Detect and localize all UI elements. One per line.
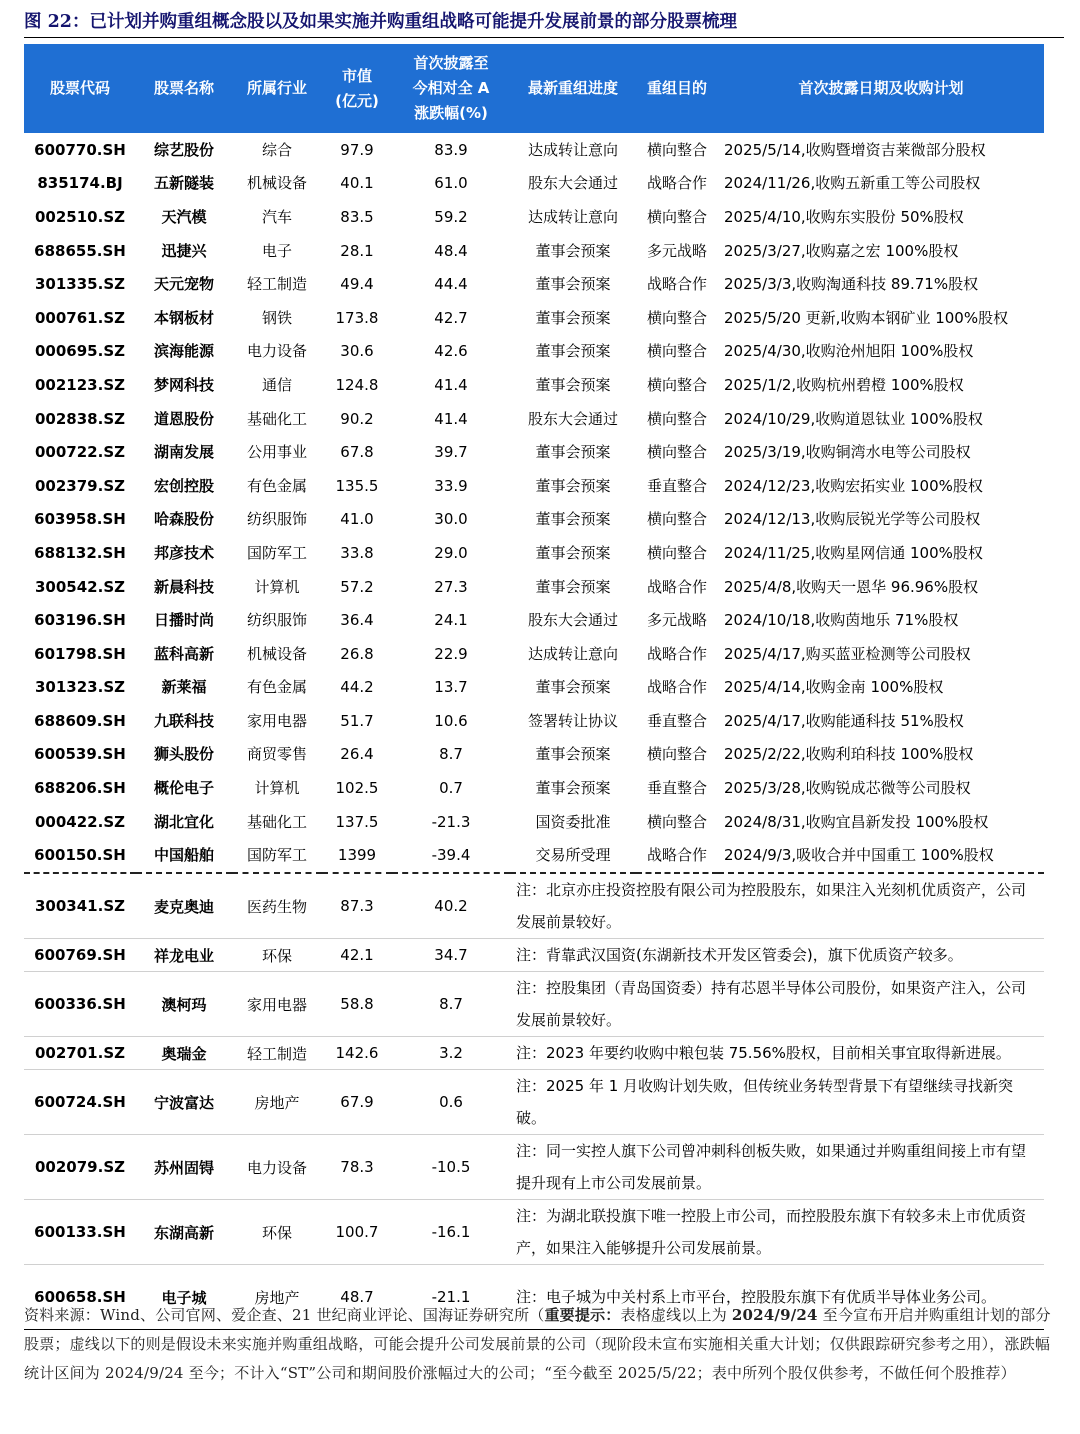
stock-name: 迅捷兴 xyxy=(161,241,207,260)
restructuring-purpose: 横向整合 xyxy=(646,745,707,764)
stock-name: 宏创控股 xyxy=(153,476,214,495)
disclosure-plan: 2025/2/22,收购利珀科技 100%股权 xyxy=(724,745,974,764)
disclosure-plan: 2024/10/29,收购道恩钛业 100%股权 xyxy=(724,409,983,428)
market-cap: 51.7 xyxy=(340,711,374,730)
stock-code: 000695.SZ xyxy=(35,342,125,361)
relative-change: 30.0 xyxy=(434,510,468,529)
market-cap: 44.2 xyxy=(340,678,374,697)
restructuring-purpose: 战略合作 xyxy=(646,678,707,697)
stock-name: 祥龙电业 xyxy=(136,939,232,972)
disclosure-plan: 2024/9/3,吸收合并中国重工 100%股权 xyxy=(718,838,1044,873)
stock-name: 邦彦技术 xyxy=(153,543,214,562)
table-row xyxy=(24,133,1044,167)
table-row xyxy=(24,469,1044,503)
stock-code: 600539.SH xyxy=(34,745,126,764)
restructuring-progress: 董事会预案 xyxy=(535,543,611,562)
restructuring-purpose: 横向整合 xyxy=(646,510,707,529)
disclosure-plan: 2024/10/18,收购茵地乐 71%股权 xyxy=(724,611,959,630)
industry: 电力设备 xyxy=(246,342,307,361)
table-row xyxy=(24,704,1044,738)
disclosure-plan: 2024/11/25,收购星网信通 100%股权 xyxy=(724,543,983,562)
column-header: 最新重组进度 xyxy=(510,44,636,133)
table-row xyxy=(24,603,1044,637)
industry: 房地产 xyxy=(232,1265,322,1330)
restructuring-purpose: 多元战略 xyxy=(646,241,707,260)
stock-code: 300341.SZ xyxy=(24,873,136,939)
industry: 钢铁 xyxy=(261,308,292,327)
table-row xyxy=(24,838,1044,873)
stock-name: 本钢板材 xyxy=(153,308,214,327)
relative-change: 13.7 xyxy=(434,678,468,697)
industry: 计算机 xyxy=(254,779,300,798)
market-cap: 1399 xyxy=(322,838,392,873)
important-label: 重要提示： xyxy=(544,1306,621,1324)
market-cap: 97.9 xyxy=(340,140,374,159)
stock-name: 中国船舶 xyxy=(136,838,232,873)
market-cap: 100.7 xyxy=(322,1200,392,1265)
stock-code: 688609.SH xyxy=(34,711,126,730)
stock-code: 002838.SZ xyxy=(35,409,125,428)
disclosure-plan: 2025/4/30,收购沧州旭阳 100%股权 xyxy=(724,342,974,361)
disclosure-plan: 2025/4/17,购买蓝亚检测等公司股权 xyxy=(724,644,971,663)
relative-change: 8.7 xyxy=(392,972,510,1037)
market-cap: 30.6 xyxy=(340,342,374,361)
stock-name: 蓝科高新 xyxy=(153,644,214,663)
market-cap: 124.8 xyxy=(335,375,379,394)
disclosure-plan: 2025/4/14,收购金南 100%股权 xyxy=(724,678,944,697)
stock-code: 688655.SH xyxy=(34,241,126,260)
industry: 电子 xyxy=(261,241,292,260)
table-header-row xyxy=(24,44,1044,133)
table-row xyxy=(24,402,1044,436)
market-cap: 102.5 xyxy=(335,779,379,798)
relative-change: 33.9 xyxy=(434,476,468,495)
row-note: 注：为湖北联投旗下唯一控股上市公司，而控股股东旗下有较多未上市优质资产，如果注入能够提升公司发展前景。 xyxy=(510,1200,1044,1265)
disclosure-plan: 2024/11/26,收购五新重工等公司股权 xyxy=(724,174,981,193)
market-cap: 49.4 xyxy=(340,275,374,294)
row-note: 注：背靠武汉国资(东湖新技术开发区管委会)，旗下优质资产较多。 xyxy=(510,939,1044,972)
industry: 机械设备 xyxy=(246,644,307,663)
row-note: 注：控股集团（青岛国资委）持有芯恩半导体公司股份，如果资产注入，公司发展前景较好。 xyxy=(510,972,1044,1037)
stock-code: 002379.SZ xyxy=(35,476,125,495)
disclosure-plan: 2024/8/31,收购宜昌新发投 100%股权 xyxy=(724,812,989,831)
restructuring-purpose: 战略合作 xyxy=(646,275,707,294)
industry: 国防军工 xyxy=(246,543,307,562)
row-note: 注：北京亦庄投资控股有限公司为控股股东，如果注入光刻机优质资产，公司发展前景较好。 xyxy=(510,873,1044,939)
column-header: 股票名称 xyxy=(136,44,232,133)
table-row xyxy=(24,335,1044,369)
market-cap: 78.3 xyxy=(322,1135,392,1200)
disclosure-plan: 2024/12/13,收购辰锐光学等公司股权 xyxy=(724,510,981,529)
market-cap: 135.5 xyxy=(335,476,379,495)
restructuring-progress: 董事会预案 xyxy=(535,678,611,697)
restructuring-purpose: 横向整合 xyxy=(646,207,707,226)
relative-change: 0.6 xyxy=(392,1070,510,1135)
stock-name: 概伦电子 xyxy=(153,779,214,798)
restructuring-purpose: 战略合作 xyxy=(646,174,707,193)
market-cap: 48.7 xyxy=(322,1265,392,1330)
stock-code: 835174.BJ xyxy=(37,174,123,193)
table-row xyxy=(24,805,1044,839)
disclosure-plan: 2025/4/10,收购东实股份 50%股权 xyxy=(724,207,964,226)
restructuring-purpose: 横向整合 xyxy=(646,342,707,361)
restructuring-progress: 董事会预案 xyxy=(535,443,611,462)
relative-change: 59.2 xyxy=(434,207,468,226)
row-note: 注：2025 年 1 月收购计划失败，但传统业务转型背景下有望继续寻找新突破。 xyxy=(510,1070,1044,1135)
stock-code: 600770.SH xyxy=(34,140,126,159)
relative-change: 41.4 xyxy=(434,375,468,394)
industry: 电力设备 xyxy=(232,1135,322,1200)
market-cap: 87.3 xyxy=(322,873,392,939)
stock-code: 301323.SZ xyxy=(35,678,125,697)
table-row xyxy=(24,1200,1044,1265)
market-cap: 26.4 xyxy=(340,745,374,764)
restructuring-progress: 股东大会通过 xyxy=(527,174,618,193)
restructuring-progress: 董事会预案 xyxy=(535,308,611,327)
restructuring-progress: 董事会预案 xyxy=(535,375,611,394)
relative-change: 39.7 xyxy=(434,443,468,462)
restructuring-progress: 董事会预案 xyxy=(535,745,611,764)
market-cap: 67.9 xyxy=(322,1070,392,1135)
stock-name: 电子城 xyxy=(136,1265,232,1330)
restructuring-progress: 董事会预案 xyxy=(535,779,611,798)
relative-change: -21.3 xyxy=(431,812,471,831)
industry: 房地产 xyxy=(232,1070,322,1135)
stock-code: 000722.SZ xyxy=(35,443,125,462)
disclosure-plan: 2025/1/2,收购杭州碧橙 100%股权 xyxy=(724,375,964,394)
stock-code: 000761.SZ xyxy=(35,308,125,327)
stock-name: 九联科技 xyxy=(153,711,214,730)
relative-change: 22.9 xyxy=(434,644,468,663)
column-header: 首次披露日期及收购计划 xyxy=(718,44,1044,133)
stock-code: 000422.SZ xyxy=(35,812,125,831)
market-cap: 40.1 xyxy=(340,174,374,193)
table-row xyxy=(24,368,1044,402)
stock-code: 600150.SH xyxy=(24,838,136,873)
stock-name: 湖北宜化 xyxy=(153,812,214,831)
restructuring-progress: 股东大会通过 xyxy=(527,409,618,428)
stock-name: 苏州固锝 xyxy=(136,1135,232,1200)
industry: 基础化工 xyxy=(246,409,307,428)
relative-change: 83.9 xyxy=(434,140,468,159)
table-row xyxy=(24,1070,1044,1135)
stock-code: 300542.SZ xyxy=(35,577,125,596)
stock-name: 澳柯玛 xyxy=(136,972,232,1037)
stock-name: 湖南发展 xyxy=(153,443,214,462)
market-cap: 41.0 xyxy=(340,510,374,529)
column-header: 股票代码 xyxy=(24,44,136,133)
column-header: 重组目的 xyxy=(636,44,718,133)
stock-name: 东湖高新 xyxy=(136,1200,232,1265)
relative-change: 3.2 xyxy=(392,1037,510,1070)
stock-code: 002510.SZ xyxy=(35,207,125,226)
stock-name: 狮头股份 xyxy=(153,745,214,764)
relative-change: -10.5 xyxy=(392,1135,510,1200)
stock-code: 600724.SH xyxy=(24,1070,136,1135)
disclosure-plan: 2025/4/8,收购天一恩华 96.96%股权 xyxy=(724,577,979,596)
restructuring-progress: 交易所受理 xyxy=(510,838,636,873)
stock-table xyxy=(24,44,1044,1330)
table-row xyxy=(24,939,1044,972)
restructuring-progress: 签署转让协议 xyxy=(527,711,618,730)
stock-code: 301335.SZ xyxy=(35,275,125,294)
restructuring-progress: 董事会预案 xyxy=(535,241,611,260)
table-row xyxy=(24,1135,1044,1200)
table-row xyxy=(24,536,1044,570)
stock-code: 002079.SZ xyxy=(24,1135,136,1200)
disclosure-plan: 2025/5/20 更新,收购本钢矿业 100%股权 xyxy=(724,308,1009,327)
restructuring-purpose: 横向整合 xyxy=(646,443,707,462)
row-note: 注：电子城为中关村系上市平台，控股股东旗下有优质半导体业务公司。 xyxy=(510,1265,1044,1330)
stock-code: 688132.SH xyxy=(34,543,126,562)
industry: 公用事业 xyxy=(246,443,307,462)
restructuring-progress: 达成转让意向 xyxy=(527,207,618,226)
restructuring-purpose: 横向整合 xyxy=(646,375,707,394)
stock-code: 600769.SH xyxy=(24,939,136,972)
market-cap: 137.5 xyxy=(335,812,379,831)
relative-change: -21.1 xyxy=(392,1265,510,1330)
title-divider xyxy=(24,37,1064,38)
row-note: 注：同一实控人旗下公司曾冲刺科创板失败，如果通过并购重组间接上市有望提升现有上市公司发展前景。 xyxy=(510,1135,1044,1200)
relative-change: 61.0 xyxy=(434,174,468,193)
source-note xyxy=(24,1301,1060,1388)
industry: 基础化工 xyxy=(246,812,307,831)
stock-name: 五新隧装 xyxy=(153,174,214,193)
industry: 纺织服饰 xyxy=(246,510,307,529)
relative-change: 8.7 xyxy=(439,745,463,764)
restructuring-progress: 股东大会通过 xyxy=(527,611,618,630)
stock-name: 新莱福 xyxy=(161,678,207,697)
stock-name: 奥瑞金 xyxy=(136,1037,232,1070)
market-cap: 173.8 xyxy=(335,308,379,327)
table-row xyxy=(24,671,1044,705)
industry: 有色金属 xyxy=(246,678,307,697)
relative-change: 24.1 xyxy=(434,611,468,630)
disclosure-plan: 2025/3/3,收购淘通科技 89.71%股权 xyxy=(724,275,979,294)
table-row xyxy=(24,738,1044,772)
stock-code: 002701.SZ xyxy=(24,1037,136,1070)
table-row xyxy=(24,570,1044,604)
market-cap: 26.8 xyxy=(340,644,374,663)
stock-code: 600658.SH xyxy=(24,1265,136,1330)
restructuring-progress: 达成转让意向 xyxy=(527,140,618,159)
restructuring-progress: 董事会预案 xyxy=(535,577,611,596)
note-text-2: 至今宣布开启并购重组计划的部分股票；虚线以下的则是假设未来实施并购重组战略，可能会提升公司发展前景的公司（现阶段未宣布实施相关重大计划；仅供跟踪研究参考之用），涨跌幅统计区间为 2024/9/24 至今；不计入“ST”公司和期间股价涨幅过大的公司；“至今截至 2025/5/22；表中所列个股仅供参考，不做任何个股推荐） xyxy=(24,1306,1051,1382)
column-header: 首次披露至 今相对全 A 涨跌幅(%) xyxy=(392,44,510,133)
industry: 轻工制造 xyxy=(232,1037,322,1070)
stock-name: 滨海能源 xyxy=(153,342,214,361)
stock-code: 603958.SH xyxy=(34,510,126,529)
industry: 通信 xyxy=(261,375,292,394)
industry: 有色金属 xyxy=(246,476,307,495)
industry: 纺织服饰 xyxy=(246,611,307,630)
source-text: 资料来源：Wind、公司官网、爱企查、21 世纪商业评论、国海证券研究所（ xyxy=(24,1306,545,1324)
note-date: 2024/9/24 xyxy=(731,1306,818,1324)
table-row xyxy=(24,771,1044,805)
stock-name: 麦克奥迪 xyxy=(136,873,232,939)
stock-code: 688206.SH xyxy=(34,779,126,798)
stock-name: 天元宠物 xyxy=(153,275,214,294)
restructuring-purpose: 战略合作 xyxy=(646,577,707,596)
restructuring-purpose: 垂直整合 xyxy=(646,476,707,495)
restructuring-progress: 董事会预案 xyxy=(535,476,611,495)
market-cap: 83.5 xyxy=(340,207,374,226)
industry: 汽车 xyxy=(261,207,292,226)
restructuring-purpose: 横向整合 xyxy=(646,308,707,327)
market-cap: 57.2 xyxy=(340,577,374,596)
disclosure-plan: 2025/5/14,收购暨增资吉莱微部分股权 xyxy=(724,140,986,159)
relative-change: 0.7 xyxy=(439,779,463,798)
relative-change: 42.6 xyxy=(434,342,468,361)
industry: 家用电器 xyxy=(232,972,322,1037)
disclosure-plan: 2025/4/17,收购能通科技 51%股权 xyxy=(724,711,964,730)
relative-change: 34.7 xyxy=(392,939,510,972)
market-cap: 67.8 xyxy=(340,443,374,462)
stock-code: 603196.SH xyxy=(34,611,126,630)
industry: 家用电器 xyxy=(246,711,307,730)
industry: 环保 xyxy=(232,1200,322,1265)
stock-name: 新晨科技 xyxy=(153,577,214,596)
table-row xyxy=(24,435,1044,469)
market-cap: 33.8 xyxy=(340,543,374,562)
table-row xyxy=(24,301,1044,335)
relative-change: 41.4 xyxy=(434,409,468,428)
restructuring-purpose: 横向整合 xyxy=(646,140,707,159)
stock-code: 002123.SZ xyxy=(35,375,125,394)
disclosure-plan: 2024/12/23,收购宏拓实业 100%股权 xyxy=(724,476,983,495)
industry: 商贸零售 xyxy=(246,745,307,764)
market-cap: 58.8 xyxy=(322,972,392,1037)
relative-change: -39.4 xyxy=(392,838,510,873)
restructuring-purpose: 垂直整合 xyxy=(646,711,707,730)
relative-change: 10.6 xyxy=(434,711,468,730)
column-header: 所属行业 xyxy=(232,44,322,133)
market-cap: 90.2 xyxy=(340,409,374,428)
disclosure-plan: 2025/3/27,收购嘉之宏 100%股权 xyxy=(724,241,959,260)
industry: 机械设备 xyxy=(246,174,307,193)
stock-name: 梦网科技 xyxy=(153,375,214,394)
stock-code: 600336.SH xyxy=(24,972,136,1037)
disclosure-plan: 2025/3/28,收购锐成芯微等公司股权 xyxy=(724,779,971,798)
relative-change: 42.7 xyxy=(434,308,468,327)
table-row xyxy=(24,200,1044,234)
restructuring-purpose: 垂直整合 xyxy=(646,779,707,798)
table-row xyxy=(24,167,1044,201)
restructuring-purpose: 战略合作 xyxy=(646,644,707,663)
restructuring-purpose: 横向整合 xyxy=(646,409,707,428)
stock-name: 日播时尚 xyxy=(153,611,214,630)
table-row xyxy=(24,503,1044,537)
industry: 综合 xyxy=(261,140,292,159)
disclosure-plan: 2025/3/19,收购铜湾水电等公司股权 xyxy=(724,443,971,462)
restructuring-purpose: 横向整合 xyxy=(646,543,707,562)
relative-change: 40.2 xyxy=(392,873,510,939)
note-text-1: 表格虚线以上为 xyxy=(620,1306,732,1324)
industry: 计算机 xyxy=(254,577,300,596)
relative-change: -16.1 xyxy=(392,1200,510,1265)
restructuring-purpose: 战略合作 xyxy=(636,838,718,873)
market-cap: 28.1 xyxy=(340,241,374,260)
table-row xyxy=(24,637,1044,671)
relative-change: 29.0 xyxy=(434,543,468,562)
stock-name: 哈森股份 xyxy=(153,510,214,529)
industry: 医药生物 xyxy=(232,873,322,939)
table-body xyxy=(24,133,1044,1330)
stock-name: 综艺股份 xyxy=(153,140,214,159)
relative-change: 48.4 xyxy=(434,241,468,260)
table-row xyxy=(24,972,1044,1037)
restructuring-progress: 达成转让意向 xyxy=(527,644,618,663)
restructuring-progress: 董事会预案 xyxy=(535,275,611,294)
row-note: 注：2023 年要约收购中粮包装 75.56%股权，目前相关事宜取得新进展。 xyxy=(510,1037,1044,1070)
relative-change: 27.3 xyxy=(434,577,468,596)
restructuring-progress: 董事会预案 xyxy=(535,510,611,529)
restructuring-progress: 董事会预案 xyxy=(535,342,611,361)
table-row xyxy=(24,1037,1044,1070)
stock-code: 600133.SH xyxy=(24,1200,136,1265)
column-header: 市值 (亿元) xyxy=(322,44,392,133)
market-cap: 36.4 xyxy=(340,611,374,630)
table-row xyxy=(24,267,1044,301)
table-row xyxy=(24,234,1044,268)
stock-name: 天汽模 xyxy=(161,207,207,226)
table-row xyxy=(24,873,1044,939)
market-cap: 142.6 xyxy=(322,1037,392,1070)
market-cap: 42.1 xyxy=(322,939,392,972)
industry: 国防军工 xyxy=(232,838,322,873)
relative-change: 44.4 xyxy=(434,275,468,294)
restructuring-progress: 国资委批准 xyxy=(535,812,611,831)
stock-name: 道恩股份 xyxy=(153,409,214,428)
figure-title: 图 22：已计划并购重组概念股以及如果实施并购重组战略可能提升发展前景的部分股票梳理 xyxy=(24,12,737,32)
restructuring-purpose: 横向整合 xyxy=(646,812,707,831)
restructuring-purpose: 多元战略 xyxy=(646,611,707,630)
stock-code: 601798.SH xyxy=(34,644,126,663)
industry: 轻工制造 xyxy=(246,275,307,294)
industry: 环保 xyxy=(232,939,322,972)
stock-name: 宁波富达 xyxy=(136,1070,232,1135)
